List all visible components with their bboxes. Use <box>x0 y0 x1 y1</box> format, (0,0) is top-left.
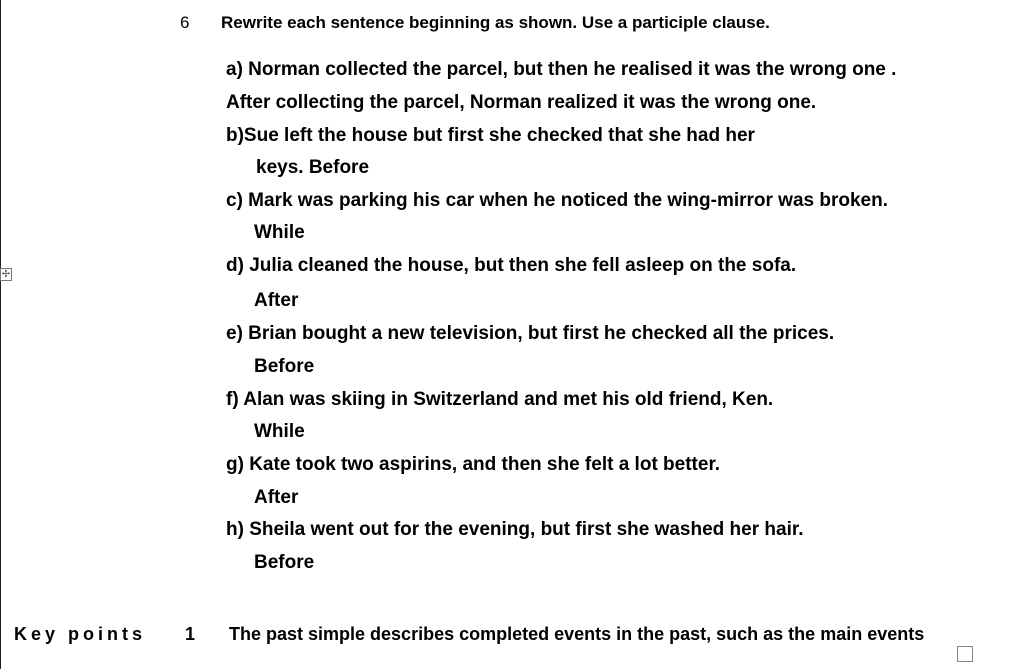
item-h-sentence: h) Sheila went out for the evening, but first she washed her hair. <box>226 519 804 540</box>
page-left-edge <box>0 0 1 669</box>
item-a-sentence: a) Norman collected the parcel, but then he realised it was the wrong one . <box>226 59 897 80</box>
key-points-text: The past simple describes completed events in the past, such as the main events <box>229 624 925 644</box>
item-a-answer: After collecting the parcel, Norman realized it was the wrong one. <box>226 92 817 113</box>
key-points-label: Key points <box>14 624 147 644</box>
item-f-sentence: f) Alan was skiing in Switzerland and met his old friend, Ken. <box>226 389 774 410</box>
item-d-sentence: d) Julia cleaned the house, but then she fell asleep on the sofa. <box>226 255 797 276</box>
item-b-sentence: b)Sue left the house but first she checked that she had her <box>226 125 755 146</box>
item-e-sentence: e) Brian bought a new television, but first he checked all the prices. <box>226 323 835 344</box>
exercise-instruction: Rewrite each sentence beginning as shown. Use a participle clause. <box>221 13 770 32</box>
item-c-sentence: c) Mark was parking his car when he noticed the wing-mirror was broken. <box>226 190 888 211</box>
key-points-number: 1 <box>185 624 196 644</box>
checkbox-icon[interactable] <box>957 646 973 662</box>
item-c-answer: While <box>254 222 305 243</box>
item-g-sentence: g) Kate took two aspirins, and then she felt a lot better. <box>226 454 721 475</box>
item-b-answer: keys. Before <box>256 157 370 178</box>
move-cross-icon[interactable]: ✢ <box>1 269 11 280</box>
exercise-number: 6 <box>180 13 190 32</box>
item-d-answer: After <box>254 290 299 311</box>
item-h-answer: Before <box>254 552 315 573</box>
item-e-answer: Before <box>254 356 315 377</box>
item-f-answer: While <box>254 421 305 442</box>
item-g-answer: After <box>254 487 299 508</box>
